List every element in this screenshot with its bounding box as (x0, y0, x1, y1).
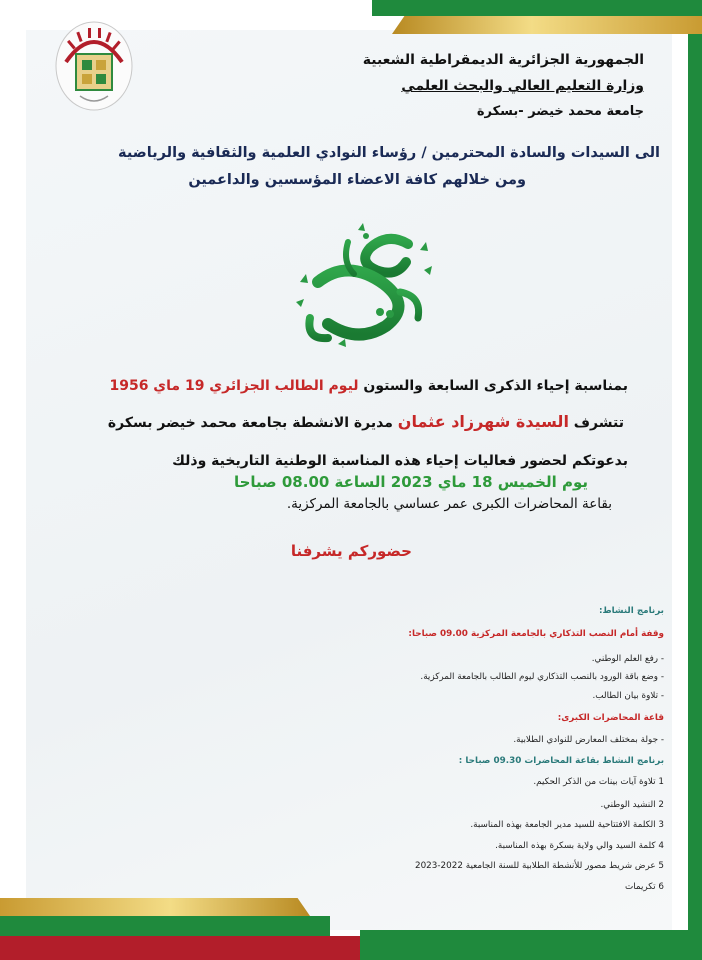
program-item: 5 عرض شريط مصور للأنشطة الطلابية للسنة الجامعية 2022-2023 (414, 861, 664, 871)
program-item: - وضع باقة الورود بالنصب التذكاري ليوم الطالب بالجامعة المركزية. (420, 672, 664, 682)
addressee-line-2: ومن خلالهم كافة الاعضاء المؤسسين والداعمين (188, 172, 526, 188)
program-item: - رفع العلم الوطني. (591, 654, 664, 664)
program-item: - تلاوة بيان الطالب. (592, 691, 664, 701)
university-logo (52, 16, 136, 116)
closing-phrase: حضوركم يشرفنا (290, 542, 412, 560)
host-prefix: تتشرف (573, 415, 624, 431)
top-right-gold-band (392, 16, 702, 34)
bottom-left-red-band (0, 936, 360, 960)
invitation-calligraphy (288, 222, 438, 352)
program-heading: برنامج النشاط: (598, 606, 664, 616)
program-section-2-title: قاعة المحاضرات الكبرى: (557, 713, 664, 723)
program-item: 6 تكريمات (624, 882, 664, 892)
program-item: 2 النشيد الوطني. (600, 800, 664, 810)
occasion-text: بمناسبة إحياء الذكرى السابعة والستون (363, 378, 628, 394)
host-line (108, 412, 624, 431)
program-item: 4 كلمة السيد والي ولاية بسكرة بهذه المناسبة. (495, 841, 664, 851)
bottom-right-green-band (360, 930, 702, 960)
invite-line: بدعوتكم لحضور فعاليات إحياء هذه المناسبة الوطنية التاريخية وذلك (172, 453, 628, 469)
bottom-left-green-band (0, 916, 330, 936)
right-green-border (688, 34, 702, 934)
event-date: يوم الخميس 18 ماي 2023 الساعة 08.00 صباحا (233, 473, 588, 491)
right-white-stripe (680, 34, 686, 914)
program-section-3-title: برنامج النشاط بقاعة المحاضرات 09.30 صباحا : (458, 756, 664, 766)
header-ministry: وزارة التعليم العالي والبحث العلمي (401, 78, 644, 94)
top-right-green-band (372, 0, 702, 16)
program-section-1-title: وقفة أمام النصب التذكاري بالجامعة المركزية 09.00 صباحا: (408, 629, 664, 639)
program-item: 1 تلاوة آيات بينات من الذكر الحكيم. (533, 777, 664, 787)
program-item: 3 الكلمة الافتتاحية للسيد مدير الجامعة بهذه المناسبة. (470, 820, 664, 830)
bottom-left-gold-band (0, 898, 310, 916)
event-venue: بقاعة المحاضرات الكبرى عمر عساسي بالجامعة المركزية. (286, 496, 612, 512)
addressee-line-1: الى السيدات والسادة المحترمين / رؤساء النوادي العلمية والثقافية والرياضية (118, 145, 660, 161)
header-university: جامعة محمد خيضر -بسكرة (476, 104, 644, 119)
host-title: مديرة الانشطة بجامعة محمد خيضر بسكرة (107, 415, 393, 431)
host-name: السيدة شهرزاد عثمان (397, 412, 569, 431)
occasion-line (109, 378, 628, 394)
header-republic: الجمهورية الجزائرية الديمقراطية الشعبية (362, 52, 644, 68)
student-day-text: ليوم الطالب الجزائري 19 ماي 1956 (109, 378, 359, 394)
program-item: - جولة بمختلف المعارض للنوادي الطلابية. (513, 735, 664, 745)
left-margin (0, 0, 10, 960)
